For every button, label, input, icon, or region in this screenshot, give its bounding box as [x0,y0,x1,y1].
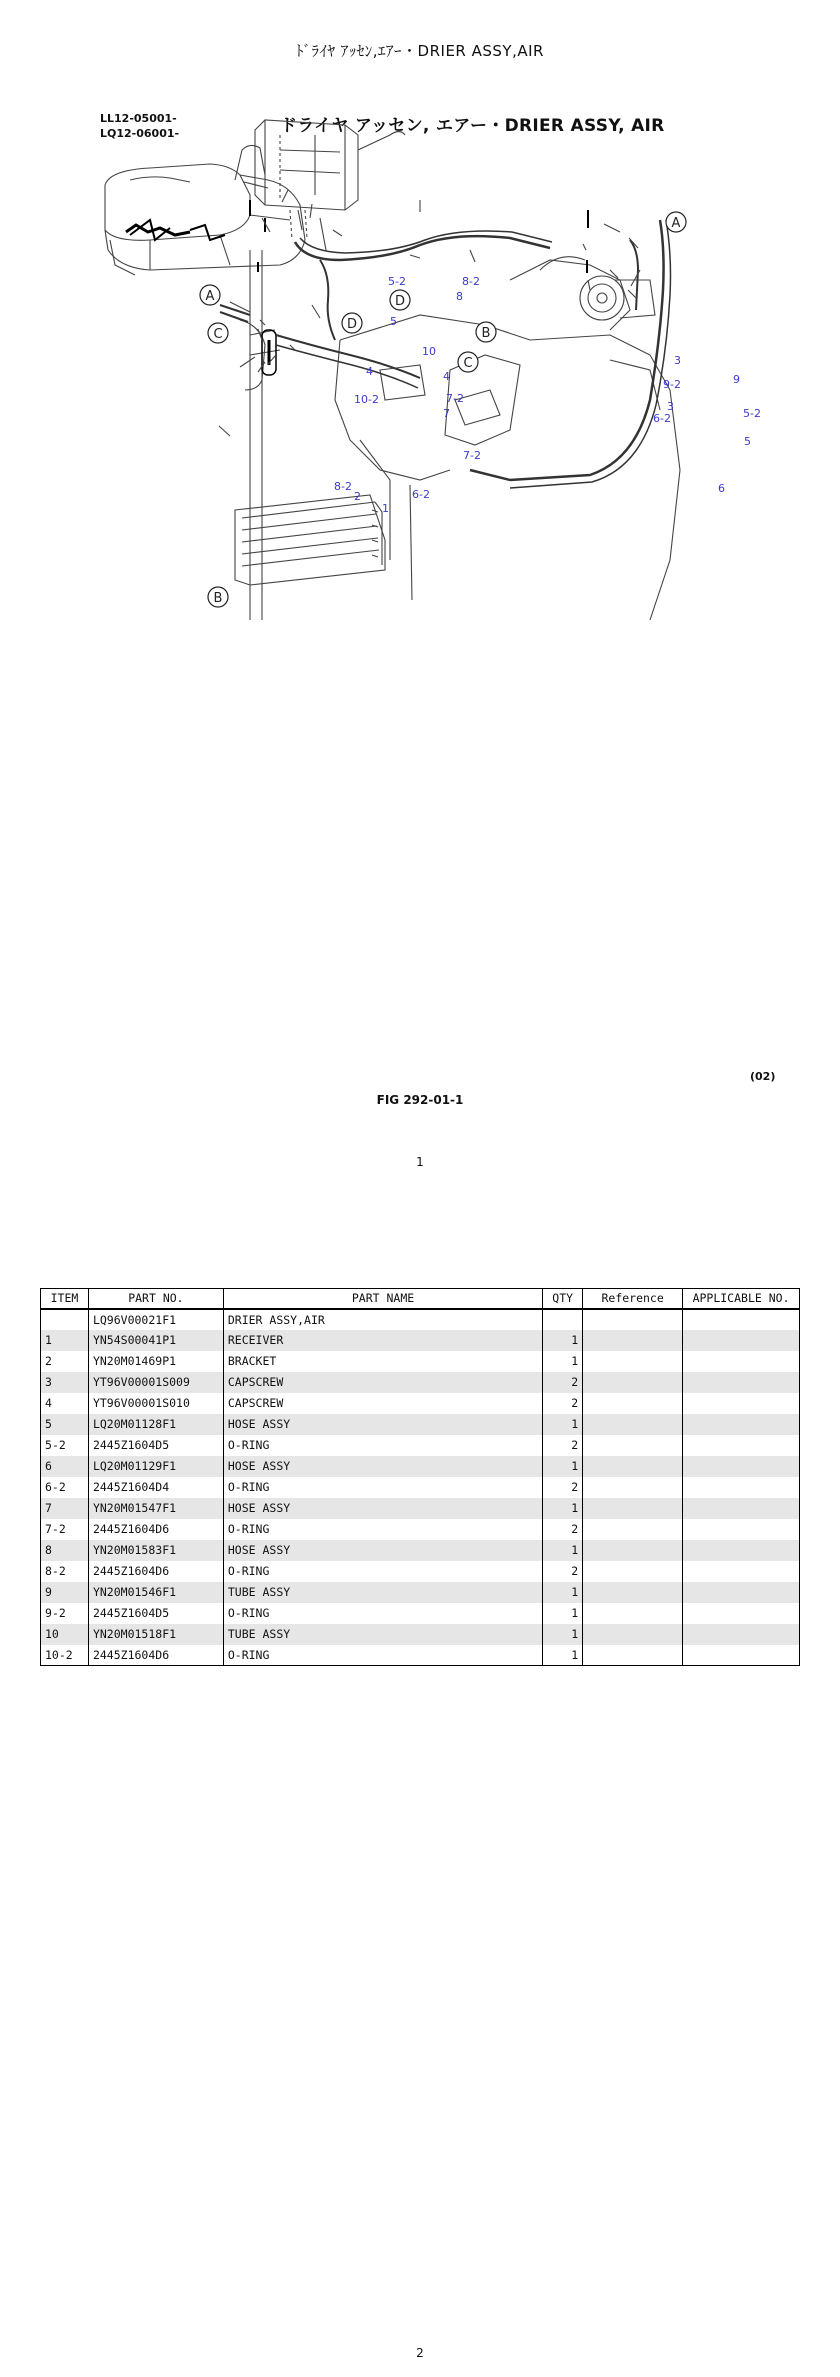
row-qty: 1 [543,1540,583,1561]
row-part-name: HOSE ASSY [223,1540,542,1561]
page-number-top: 1 [416,1155,424,1169]
row-applicable-no [683,1477,800,1498]
row-item: 10 [41,1624,89,1645]
row-part-no: 2445Z1604D5 [88,1435,223,1456]
callout-7-2-lower: 7-2 [463,449,481,462]
marker-c-right: C [463,356,473,371]
col-item: ITEM [41,1289,89,1309]
row-part-no: YT96V00001S009 [88,1372,223,1393]
row-part-name: BRACKET [223,1351,542,1372]
row-reference [583,1309,683,1330]
row-qty: 2 [543,1393,583,1414]
row-part-no: YN54S00041P1 [88,1330,223,1351]
col-reference: Reference [583,1289,683,1309]
callout-5-top: 5 [390,315,397,328]
row-part-name: HOSE ASSY [223,1456,542,1477]
row-applicable-no [683,1351,800,1372]
table-row [41,1435,800,1456]
serial-range-1: LL12-05001- [100,112,177,125]
exploded-parts-diagram [90,140,761,640]
row-item [41,1309,89,1330]
callout-5-2-right: 5-2 [743,407,761,420]
row-part-no: LQ20M01128F1 [88,1414,223,1435]
condenser [235,495,385,585]
row-applicable-no [683,1498,800,1519]
callout-6-2-right: 6-2 [653,412,671,425]
row-qty: 1 [543,1624,583,1645]
row-reference [583,1330,683,1351]
parts-table [40,1288,800,1666]
marker-b-left: B [213,591,223,606]
row-part-name: O-RING [223,1477,542,1498]
row-part-name: HOSE ASSY [223,1498,542,1519]
callout-8-2-left: 8-2 [334,480,352,493]
upper-unit [255,120,405,240]
row-applicable-no [683,1372,800,1393]
callout-6: 6 [718,482,725,495]
row-item: 5 [41,1414,89,1435]
row-reference [583,1477,683,1498]
row-applicable-no [683,1330,800,1351]
row-item: 4 [41,1393,89,1414]
row-part-no: LQ96V00021F1 [88,1309,223,1330]
row-applicable-no [683,1519,800,1540]
row-item: 9 [41,1582,89,1603]
row-qty: 1 [543,1351,583,1372]
row-applicable-no [683,1540,800,1561]
marker-a-left: A [205,289,215,304]
row-applicable-no [683,1624,800,1645]
callout-10: 10 [422,345,436,358]
callout-10-2: 10-2 [354,393,379,406]
row-item: 1 [41,1330,89,1351]
table-row [41,1645,800,1666]
row-reference [583,1645,683,1666]
page-header-title: ﾄﾞﾗｲﾔ ｱｯｾﾝ,ｴｱｰ・DRIER ASSY,AIR [296,42,544,60]
row-reference [583,1561,683,1582]
table-row [41,1372,800,1393]
inset-machine-sketch [105,145,305,275]
row-item: 6-2 [41,1477,89,1498]
row-item: 5-2 [41,1435,89,1456]
table-row [41,1456,800,1477]
row-qty: 1 [543,1645,583,1666]
row-applicable-no [683,1456,800,1477]
table-row [41,1351,800,1372]
row-applicable-no [683,1414,800,1435]
row-part-name: CAPSCREW [223,1372,542,1393]
callout-8-2-top: 8-2 [462,275,480,288]
callout-5-2-top: 5-2 [388,275,406,288]
table-row [41,1561,800,1582]
col-part-no: PART NO. [88,1289,223,1309]
callout-4-left: 4 [366,365,373,378]
callout-6-2-left: 6-2 [412,488,430,501]
marker-d-upper: D [394,294,406,309]
row-reference [583,1603,683,1624]
row-part-no: YN20M01546F1 [88,1582,223,1603]
row-reference [583,1372,683,1393]
row-qty: 1 [543,1498,583,1519]
row-qty: 2 [543,1372,583,1393]
row-reference [583,1393,683,1414]
col-applicable-no: APPLICABLE NO. [683,1289,800,1309]
table-row [41,1498,800,1519]
row-part-no: 2445Z1604D6 [88,1519,223,1540]
row-applicable-no [683,1582,800,1603]
row-qty: 2 [543,1519,583,1540]
row-qty: 2 [543,1477,583,1498]
row-applicable-no [683,1645,800,1666]
row-reference [583,1582,683,1603]
serial-range-2: LQ12-06001- [100,127,180,140]
row-qty: 1 [543,1414,583,1435]
row-qty: 1 [543,1582,583,1603]
col-part-name: PART NAME [223,1289,542,1309]
marker-d-lower: D [346,317,358,332]
row-item: 7 [41,1498,89,1519]
row-item: 10-2 [41,1645,89,1666]
row-part-no: YN20M01583F1 [88,1540,223,1561]
row-part-no: 2445Z1604D4 [88,1477,223,1498]
row-part-name: O-RING [223,1519,542,1540]
row-part-name: O-RING [223,1561,542,1582]
row-item: 2 [41,1351,89,1372]
row-qty: 2 [543,1561,583,1582]
row-part-no: 2445Z1604D5 [88,1603,223,1624]
table-row [41,1624,800,1645]
row-part-name: DRIER ASSY,AIR [223,1309,542,1330]
table-row [41,1540,800,1561]
page-number-bottom: 2 [416,2346,424,2360]
revision-mark: (02) [750,1070,776,1083]
marker-b-right: B [481,326,491,341]
table-header-row [41,1289,800,1309]
callout-7-2-top: 7-2 [446,392,464,405]
row-applicable-no [683,1561,800,1582]
row-applicable-no [683,1309,800,1330]
row-applicable-no [683,1393,800,1414]
callout-3-lower: 3 [667,400,674,413]
row-reference [583,1540,683,1561]
callout-1: 1 [382,502,389,515]
table-row [41,1414,800,1435]
engine-block [335,257,680,620]
row-part-name: TUBE ASSY [223,1624,542,1645]
callout-2: 2 [354,490,361,503]
row-qty: 1 [543,1456,583,1477]
col-qty: QTY [543,1289,583,1309]
row-reference [583,1351,683,1372]
row-part-name: CAPSCREW [223,1393,542,1414]
row-item: 8 [41,1540,89,1561]
callout-4-right: 4 [443,370,450,383]
table-row [41,1477,800,1498]
row-part-no: YN20M01518F1 [88,1624,223,1645]
row-item: 6 [41,1456,89,1477]
callout-3-right: 3 [674,354,681,367]
row-qty: 2 [543,1435,583,1456]
callout-9-2: 9-2 [663,378,681,391]
compressor [580,276,655,320]
row-reference [583,1456,683,1477]
row-applicable-no [683,1435,800,1456]
table-row [41,1393,800,1414]
row-item: 8-2 [41,1561,89,1582]
table-row [41,1330,800,1351]
row-qty: 1 [543,1603,583,1624]
table-row [41,1309,800,1330]
callout-7: 7 [443,407,450,420]
row-qty: 1 [543,1330,583,1351]
row-part-name: RECEIVER [223,1330,542,1351]
row-reference [583,1519,683,1540]
row-qty [543,1309,583,1330]
table-row [41,1603,800,1624]
row-applicable-no [683,1603,800,1624]
table-row [41,1582,800,1603]
row-reference [583,1624,683,1645]
row-part-no: 2445Z1604D6 [88,1645,223,1666]
row-part-name: O-RING [223,1603,542,1624]
row-part-name: O-RING [223,1645,542,1666]
row-part-name: HOSE ASSY [223,1414,542,1435]
callout-9: 9 [733,373,740,386]
row-item: 3 [41,1372,89,1393]
callout-8: 8 [456,290,463,303]
marker-c-left: C [213,327,223,342]
marker-a-right: A [671,216,681,231]
row-part-no: YT96V00001S010 [88,1393,223,1414]
figure-heading: ドライヤ アッセン, エアー・DRIER ASSY, AIR [280,116,665,136]
row-part-no: 2445Z1604D6 [88,1561,223,1582]
figure-number: FIG 292-01-1 [376,1093,464,1107]
callout-5-right: 5 [744,435,751,448]
row-item: 7-2 [41,1519,89,1540]
table-row [41,1519,800,1540]
row-reference [583,1414,683,1435]
row-part-name: TUBE ASSY [223,1582,542,1603]
row-part-name: O-RING [223,1435,542,1456]
row-item: 9-2 [41,1603,89,1624]
row-reference [583,1435,683,1456]
row-part-no: LQ20M01129F1 [88,1456,223,1477]
row-part-no: YN20M01547F1 [88,1498,223,1519]
row-reference [583,1498,683,1519]
row-part-no: YN20M01469P1 [88,1351,223,1372]
